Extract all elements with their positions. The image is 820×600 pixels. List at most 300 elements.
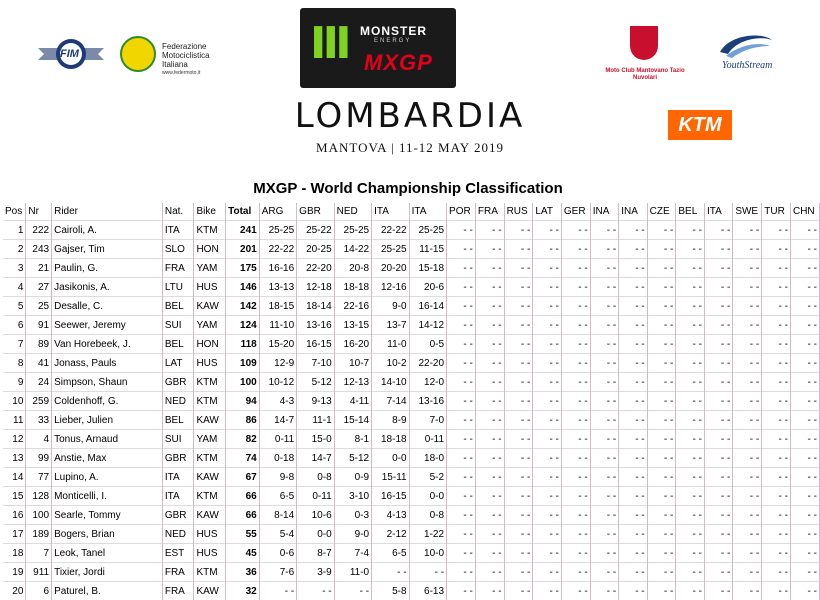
race-result-cell: - - [447,430,476,449]
race-result-cell: 25-25 [259,221,296,240]
race-result-cell: - - [676,240,705,259]
race-result-cell: - - [762,468,791,487]
race-result-cell: - - [676,506,705,525]
race-result-cell: - - [590,373,618,392]
table-row [3,506,820,525]
number-cell: 243 [26,240,52,259]
race-result-cell: - - [504,240,533,259]
event-name: LOMBARDIA [270,96,550,136]
table-row [3,373,820,392]
race-result-cell: - - [504,373,533,392]
race-result-cell: - - [447,259,476,278]
race-result-cell: 18-0 [409,449,446,468]
race-result-cell: 16-15 [297,335,334,354]
race-result-cell: 0-0 [372,449,409,468]
race-result-cell: 10-7 [334,354,371,373]
race-result-cell: - - [504,563,533,582]
race-result-cell: - - [259,582,296,600]
number-cell: 99 [26,449,52,468]
nationality-cell: SUI [162,316,194,335]
race-result-cell: - - [704,430,732,449]
race-result-cell: - - [619,297,647,316]
nationality-cell: FRA [162,259,194,278]
rider-cell: Lupino, A. [52,468,163,487]
table-row [3,563,820,582]
race-result-cell: - - [676,582,705,600]
race-result-cell: - - [619,373,647,392]
bike-cell: KAW [194,297,226,316]
race-result-cell: 4-3 [259,392,296,411]
race-result-cell: - - [790,411,819,430]
race-result-cell: 9-0 [372,297,409,316]
race-result-cell: - - [475,582,504,600]
race-result-cell: 22-16 [334,297,371,316]
club-name: Moto Club Mantovano Tazio Nuvolari [600,68,690,82]
number-cell: 4 [26,430,52,449]
race-result-cell: - - [790,449,819,468]
race-result-cell: 7-14 [372,392,409,411]
table-row [3,278,820,297]
race-result-cell: - - [561,411,590,430]
race-result-cell: - - [619,392,647,411]
position-cell: 12 [3,430,26,449]
race-result-cell: 14-10 [372,373,409,392]
rider-cell: Leok, Tanel [52,544,163,563]
nationality-cell: GBR [162,373,194,392]
bike-cell: KTM [194,487,226,506]
race-result-cell: - - [590,582,618,600]
nationality-cell: ITA [162,468,194,487]
race-result-cell: - - [676,278,705,297]
position-cell: 18 [3,544,26,563]
race-result-cell: - - [647,449,676,468]
race-result-cell: - - [733,582,762,600]
table-row [3,430,820,449]
race-result-cell: - - [533,259,562,278]
race-result-cell: - - [533,544,562,563]
rider-cell: Paulin, G. [52,259,163,278]
race-result-cell: - - [790,221,819,240]
race-result-cell: - - [762,278,791,297]
race-result-cell: - - [733,259,762,278]
bike-cell: HUS [194,354,226,373]
race-result-cell: - - [790,373,819,392]
column-header: SWE [733,203,762,221]
fmi-url: www.federmoto.it [162,70,200,76]
rider-cell: Bogers, Brian [52,525,163,544]
race-result-cell: - - [733,449,762,468]
position-cell: 10 [3,392,26,411]
race-result-cell: - - [647,544,676,563]
total-cell: 175 [226,259,260,278]
monster-mxgp-logo [300,8,456,88]
total-cell: 201 [226,240,260,259]
race-result-cell: - - [533,487,562,506]
position-cell: 11 [3,411,26,430]
rider-cell: Tixier, Jordi [52,563,163,582]
race-result-cell: 11-0 [372,335,409,354]
race-result-cell: - - [533,278,562,297]
race-result-cell: - - [704,259,732,278]
bike-cell: KAW [194,506,226,525]
race-result-cell: 18-18 [334,278,371,297]
race-result-cell: - - [619,430,647,449]
column-header: POR [447,203,476,221]
position-cell: 9 [3,373,26,392]
race-result-cell: - - [647,392,676,411]
race-result-cell: 0-11 [409,430,446,449]
column-header: GBR [297,203,334,221]
race-result-cell: - - [647,506,676,525]
race-result-cell: 3-9 [297,563,334,582]
race-result-cell: - - [475,563,504,582]
race-result-cell: 15-14 [334,411,371,430]
race-result-cell: - - [647,240,676,259]
race-result-cell: 8-14 [259,506,296,525]
race-result-cell: - - [790,430,819,449]
column-header: ITA [372,203,409,221]
youthstream-logo [716,32,786,78]
race-result-cell: 12-18 [297,278,334,297]
race-result-cell: - - [475,487,504,506]
bike-cell: KTM [194,221,226,240]
race-result-cell: - - [733,392,762,411]
position-cell: 14 [3,468,26,487]
race-result-cell: 18-18 [372,430,409,449]
race-result-cell: 7-4 [334,544,371,563]
race-result-cell: - - [619,582,647,600]
race-result-cell: - - [704,221,732,240]
rider-cell: Tonus, Arnaud [52,430,163,449]
race-result-cell: - - [619,316,647,335]
race-result-cell: - - [475,430,504,449]
number-cell: 7 [26,544,52,563]
race-result-cell: - - [447,335,476,354]
race-result-cell: - - [533,411,562,430]
total-cell: 36 [226,563,260,582]
race-result-cell: - - [533,430,562,449]
race-result-cell: - - [561,297,590,316]
race-result-cell: 3-10 [334,487,371,506]
total-cell: 55 [226,525,260,544]
race-result-cell: - - [590,259,618,278]
race-result-cell: - - [533,506,562,525]
race-result-cell: - - [619,563,647,582]
race-result-cell: - - [561,544,590,563]
race-result-cell: - - [647,354,676,373]
nationality-cell: LAT [162,354,194,373]
race-result-cell: 0-18 [259,449,296,468]
race-result-cell: - - [533,373,562,392]
column-header: ITA [704,203,732,221]
race-result-cell: - - [647,411,676,430]
total-cell: 241 [226,221,260,240]
race-result-cell: 12-13 [334,373,371,392]
race-result-cell: - - [475,525,504,544]
column-header: TUR [762,203,791,221]
race-result-cell: 10-2 [372,354,409,373]
race-result-cell: - - [619,506,647,525]
bike-cell: YAM [194,430,226,449]
club-shield-icon [630,26,658,60]
table-row [3,487,820,506]
race-result-cell: - - [504,430,533,449]
race-result-cell: - - [475,297,504,316]
race-result-cell: - - [619,354,647,373]
race-result-cell: - - [533,297,562,316]
youthstream-swoosh-icon [716,32,776,60]
race-result-cell: - - [561,259,590,278]
race-result-cell: 16-20 [334,335,371,354]
column-header: RUS [504,203,533,221]
table-row [3,240,820,259]
race-result-cell: - - [561,563,590,582]
race-result-cell: 25-25 [409,221,446,240]
race-result-cell: - - [790,278,819,297]
race-result-cell: - - [475,316,504,335]
race-result-cell: - - [676,563,705,582]
race-result-cell: - - [790,297,819,316]
race-result-cell: 20-6 [409,278,446,297]
race-result-cell: - - [676,487,705,506]
race-result-cell: - - [475,544,504,563]
race-result-cell: - - [561,316,590,335]
race-result-cell: - - [590,297,618,316]
race-result-cell: - - [790,506,819,525]
total-cell: 94 [226,392,260,411]
race-result-cell: - - [704,563,732,582]
bike-cell: KTM [194,563,226,582]
race-result-cell: - - [790,563,819,582]
position-cell: 17 [3,525,26,544]
race-result-cell: - - [790,354,819,373]
number-cell: 259 [26,392,52,411]
race-result-cell: - - [762,582,791,600]
race-result-cell: - - [647,335,676,354]
race-result-cell: 15-0 [297,430,334,449]
nationality-cell: GBR [162,506,194,525]
race-result-cell: 5-12 [297,373,334,392]
nationality-cell: SLO [162,240,194,259]
race-result-cell: - - [447,392,476,411]
number-cell: 24 [26,373,52,392]
race-result-cell: - - [447,468,476,487]
race-result-cell: - - [676,297,705,316]
number-cell: 41 [26,354,52,373]
race-result-cell: 10-0 [409,544,446,563]
number-cell: 91 [26,316,52,335]
race-result-cell: - - [733,506,762,525]
race-result-cell: - - [704,449,732,468]
race-result-cell: - - [475,373,504,392]
race-result-cell: - - [561,278,590,297]
race-result-cell: 8-9 [372,411,409,430]
position-cell: 2 [3,240,26,259]
race-result-cell: - - [733,468,762,487]
race-result-cell: 14-7 [297,449,334,468]
total-cell: 66 [226,506,260,525]
position-cell: 3 [3,259,26,278]
number-cell: 89 [26,335,52,354]
race-result-cell: 16-14 [409,297,446,316]
table-header-row [3,203,820,221]
race-result-cell: - - [647,259,676,278]
fmi-logo [120,36,210,80]
classification-table [3,203,820,600]
race-result-cell: - - [762,487,791,506]
race-result-cell: - - [704,240,732,259]
race-result-cell: - - [619,278,647,297]
race-result-cell: - - [676,373,705,392]
race-result-cell: 5-12 [334,449,371,468]
number-cell: 33 [26,411,52,430]
race-result-cell: - - [447,373,476,392]
race-result-cell: 20-8 [334,259,371,278]
race-result-cell: - - [533,392,562,411]
number-cell: 27 [26,278,52,297]
nationality-cell: NED [162,392,194,411]
race-result-cell: - - [504,335,533,354]
race-result-cell: - - [676,221,705,240]
race-result-cell: - - [733,240,762,259]
total-cell: 86 [226,411,260,430]
race-result-cell: - - [590,240,618,259]
race-result-cell: - - [475,221,504,240]
race-result-cell: - - [447,316,476,335]
table-row [3,335,820,354]
race-result-cell: - - [447,544,476,563]
nationality-cell: ITA [162,221,194,240]
nationality-cell: FRA [162,563,194,582]
race-result-cell: 11-1 [297,411,334,430]
race-result-cell: 14-22 [334,240,371,259]
race-result-cell: - - [733,278,762,297]
table-row [3,582,820,600]
race-result-cell: - - [475,278,504,297]
race-result-cell: - - [647,373,676,392]
table-row [3,544,820,563]
number-cell: 911 [26,563,52,582]
race-result-cell: - - [790,335,819,354]
rider-cell: Jonass, Pauls [52,354,163,373]
race-result-cell: - - [297,582,334,600]
race-result-cell: - - [590,316,618,335]
rider-cell: Anstie, Max [52,449,163,468]
bike-cell: KAW [194,582,226,600]
ktm-logo: KTM [668,110,732,140]
nationality-cell: ITA [162,487,194,506]
race-result-cell: - - [619,544,647,563]
column-header: GER [561,203,590,221]
race-result-cell: - - [647,468,676,487]
total-cell: 74 [226,449,260,468]
race-result-cell: - - [647,525,676,544]
position-cell: 5 [3,297,26,316]
race-result-cell: 6-5 [372,544,409,563]
race-result-cell: - - [704,392,732,411]
race-result-cell: - - [790,468,819,487]
race-result-cell: - - [762,373,791,392]
nationality-cell: GBR [162,449,194,468]
race-result-cell: - - [504,506,533,525]
race-result-cell: - - [676,259,705,278]
race-result-cell: 13-7 [372,316,409,335]
race-result-cell: - - [647,278,676,297]
race-result-cell: 25-25 [334,221,371,240]
fmi-emblem-icon [120,36,156,72]
race-result-cell: - - [590,278,618,297]
race-result-cell: - - [790,316,819,335]
race-result-cell: - - [504,411,533,430]
race-result-cell: - - [561,582,590,600]
race-result-cell: - - [533,449,562,468]
race-result-cell: - - [619,259,647,278]
race-result-cell: - - [504,544,533,563]
race-result-cell: - - [704,544,732,563]
race-result-cell: - - [447,563,476,582]
rider-cell: Gajser, Tim [52,240,163,259]
race-result-cell: - - [447,297,476,316]
race-result-cell: 0-3 [334,506,371,525]
number-cell: 25 [26,297,52,316]
position-cell: 7 [3,335,26,354]
column-header: INA [590,203,618,221]
race-result-cell: - - [676,468,705,487]
race-result-cell: - - [533,354,562,373]
nationality-cell: SUI [162,430,194,449]
race-result-cell: - - [762,525,791,544]
race-result-cell: 16-15 [372,487,409,506]
race-result-cell: - - [704,468,732,487]
bike-cell: HON [194,240,226,259]
race-result-cell: - - [790,259,819,278]
race-result-cell: - - [372,563,409,582]
series-logo: MXGP [364,50,433,76]
race-result-cell: - - [762,544,791,563]
column-header: Nat. [162,203,194,221]
page-title: MXGP - World Championship Classification [0,180,816,197]
total-cell: 118 [226,335,260,354]
race-result-cell: - - [334,582,371,600]
race-result-cell: - - [590,487,618,506]
race-result-cell: - - [704,316,732,335]
total-cell: 124 [226,316,260,335]
position-cell: 8 [3,354,26,373]
race-result-cell: - - [704,525,732,544]
race-result-cell: - - [590,506,618,525]
race-result-cell: 7-10 [297,354,334,373]
race-result-cell: - - [475,259,504,278]
race-result-cell: - - [762,335,791,354]
moto-club-logo [600,26,690,92]
race-result-cell: - - [475,392,504,411]
race-result-cell: 10-6 [297,506,334,525]
race-result-cell: - - [590,411,618,430]
total-cell: 100 [226,373,260,392]
race-result-cell: - - [762,430,791,449]
race-result-cell: - - [561,354,590,373]
race-result-cell: - - [647,563,676,582]
total-cell: 82 [226,430,260,449]
race-result-cell: - - [619,525,647,544]
rider-cell: Seewer, Jeremy [52,316,163,335]
race-result-cell: - - [590,525,618,544]
race-result-cell: - - [504,354,533,373]
race-result-cell: - - [733,487,762,506]
race-result-cell: 14-7 [259,411,296,430]
race-result-cell: - - [533,221,562,240]
youthstream-name: YouthStream [722,60,772,71]
